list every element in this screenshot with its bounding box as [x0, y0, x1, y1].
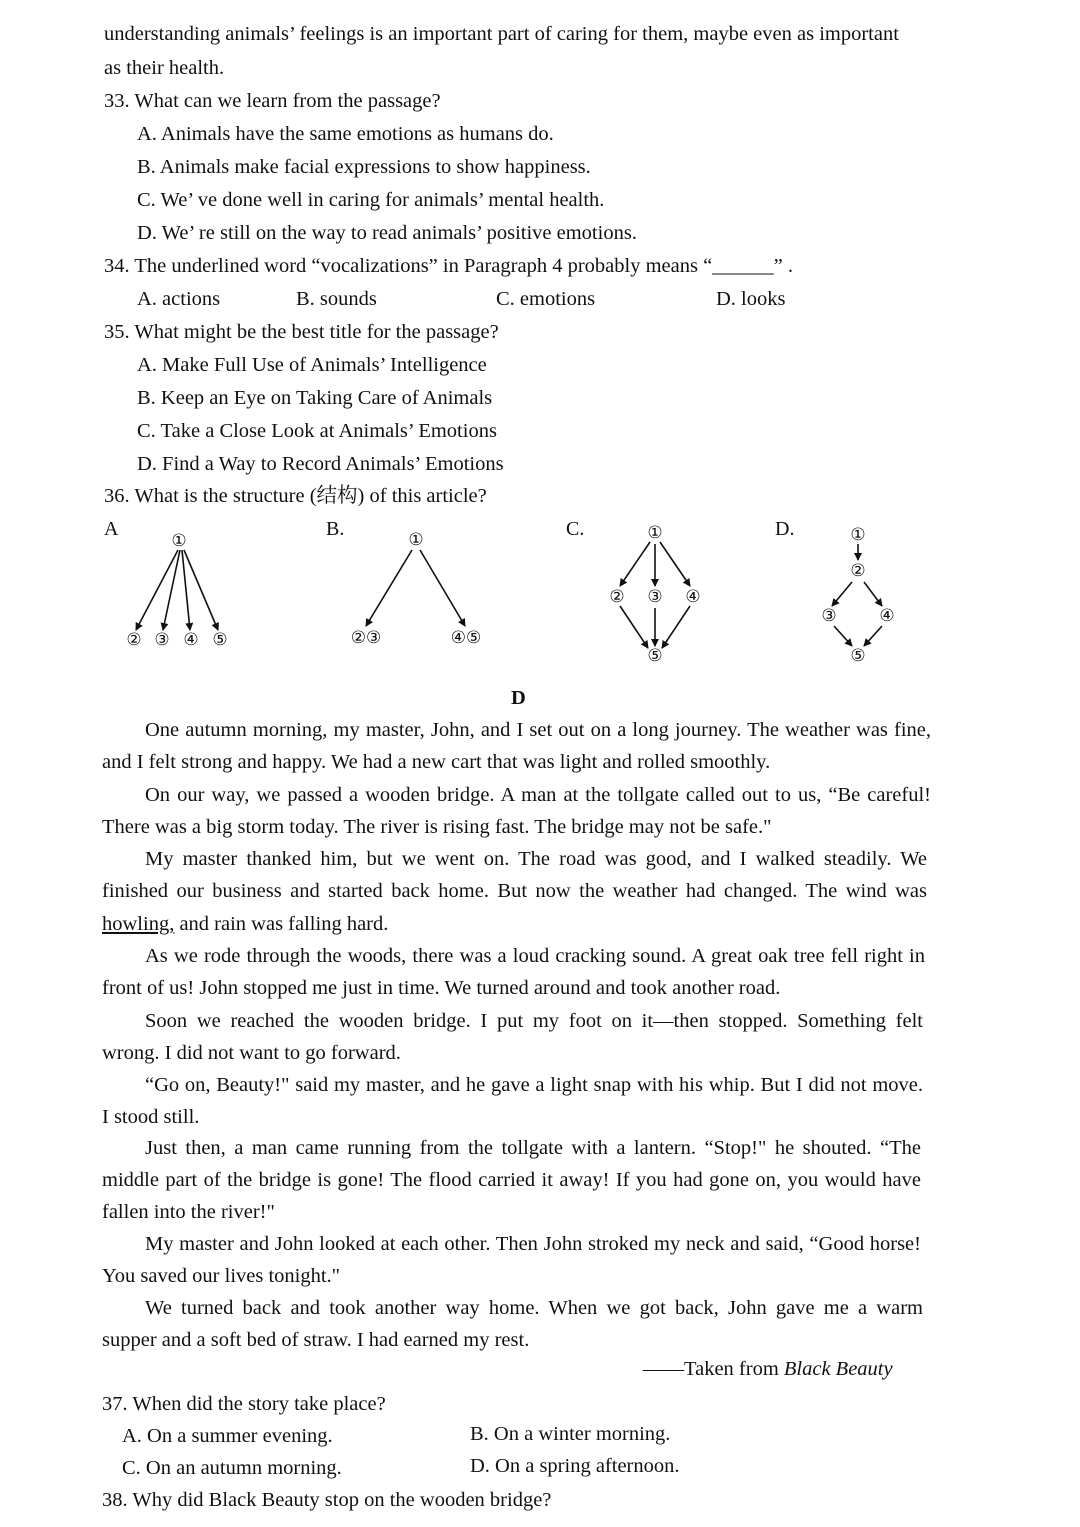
- question-stem: 37. When did the story take place?: [102, 1393, 386, 1415]
- node: ⑤: [647, 646, 663, 666]
- question-stem: 35. What might be the best title for the passage?: [104, 321, 499, 343]
- diagram-label-a: A: [104, 518, 119, 540]
- arrow: [620, 606, 648, 648]
- node: ②: [126, 630, 142, 650]
- arrow: [864, 582, 882, 606]
- node: ②③: [350, 628, 382, 648]
- paragraph-line: and I felt strong and happy. We had a new cart that was light and rolled smoothly.: [102, 751, 771, 773]
- paragraph-line: front of us! John stopped me just in time. We turned around and took another road.: [102, 977, 781, 999]
- paragraph-line: As we rode through the woods, there was a loud cracking sound. A great oak tree fell right in: [145, 945, 925, 967]
- diagram-label-b: B.: [326, 518, 345, 540]
- section-heading: D: [511, 687, 526, 709]
- option: B. On a winter morning.: [470, 1423, 671, 1445]
- paragraph-line: One autumn morning, my master, John, and I set out on a long journey. The weather was fine,: [145, 719, 931, 741]
- paragraph-line: “Go on, Beauty!" said my master, and he gave a light snap with his whip. But I did not move.: [145, 1074, 923, 1096]
- node: ⑤: [850, 646, 866, 666]
- node: ①: [171, 531, 187, 551]
- question-stem: 34. The underlined word “vocalizations” in Paragraph 4 probably means “______” .: [104, 255, 794, 277]
- structure-diagrams: [0, 520, 1080, 680]
- node: ①: [850, 525, 866, 545]
- paragraph-line: wrong. I did not want to go forward.: [102, 1042, 401, 1064]
- node: ④: [685, 587, 701, 607]
- arrow: [864, 626, 882, 646]
- paragraph-line: There was a big storm today. The river is rising fast. The bridge may not be safe.": [102, 816, 772, 838]
- option: D. We’ re still on the way to read animals’ positive emotions.: [137, 222, 637, 244]
- option: C. We’ ve done well in caring for animals’ mental health.: [137, 189, 605, 211]
- paragraph-line: On our way, we passed a wooden bridge. A man at the tollgate called out to us, “Be careful!: [145, 784, 931, 806]
- option: D. On a spring afternoon.: [470, 1455, 680, 1477]
- option: B. Keep an Eye on Taking Care of Animals: [137, 387, 493, 409]
- paragraph-line: My master thanked him, but we went on. The road was good, and I walked steadily. We: [145, 848, 927, 870]
- arrow: [660, 542, 690, 586]
- question-stem: 36. What is the structure (结构) of this article?: [104, 485, 487, 507]
- node: ③: [821, 606, 837, 626]
- diagram-label-d: D.: [775, 518, 795, 540]
- arrow: [662, 606, 690, 648]
- paragraph-line: supper and a soft bed of straw. I had earned my rest.: [102, 1329, 530, 1351]
- underlined-word: howling,: [102, 913, 175, 935]
- option: B. sounds: [296, 288, 377, 310]
- diagram-label-c: C.: [566, 518, 585, 540]
- option: D. Find a Way to Record Animals’ Emotions: [137, 453, 504, 475]
- node: ①: [647, 523, 663, 543]
- option: C. Take a Close Look at Animals’ Emotions: [137, 420, 497, 442]
- paragraph-line: howling, and rain was falling hard.: [102, 913, 389, 935]
- question-stem: 33. What can we learn from the passage?: [104, 90, 441, 112]
- option: D. looks: [716, 288, 786, 310]
- arrow: [620, 542, 650, 586]
- paragraph-line: I stood still.: [102, 1106, 200, 1128]
- option: A. actions: [137, 288, 221, 310]
- option: B. Animals make facial expressions to show happiness.: [137, 156, 591, 178]
- node: ④: [879, 606, 895, 626]
- paragraph-line: middle part of the bridge is gone! The flood carried it away! If you had gone on, you would have: [102, 1169, 921, 1191]
- node: ②: [850, 561, 866, 581]
- paragraph-line: finished our business and started back home. But now the weather had changed. The wind was: [102, 880, 927, 902]
- option: A. On a summer evening.: [122, 1425, 333, 1447]
- question-stem: 38. Why did Black Beauty stop on the wooden bridge?: [102, 1489, 552, 1511]
- paragraph-line: Just then, a man came running from the tollgate with a lantern. “Stop!" he shouted. “The: [145, 1137, 921, 1159]
- paragraph-line: We turned back and took another way home. When we got back, John gave me a warm: [145, 1297, 923, 1319]
- node: ④: [183, 630, 199, 650]
- arrow: [832, 582, 852, 606]
- node: ①: [408, 530, 424, 550]
- node: ③: [154, 630, 170, 650]
- intro-line: understanding animals’ feelings is an important part of caring for them, maybe even as important: [104, 23, 899, 45]
- paragraph-line: fallen into the river!": [102, 1201, 275, 1223]
- arrow: [366, 550, 412, 626]
- source-attribution: ——Taken from Black Beauty: [643, 1358, 893, 1380]
- node: ⑤: [212, 630, 228, 650]
- node: ④⑤: [450, 628, 482, 648]
- paragraph-line: My master and John looked at each other. Then John stroked my neck and said, “Good horse!: [145, 1233, 921, 1255]
- book-title: Black Beauty: [783, 1358, 893, 1380]
- option: C. emotions: [496, 288, 596, 310]
- option: C. On an autumn morning.: [122, 1457, 342, 1479]
- node: ②: [609, 587, 625, 607]
- intro-line: as their health.: [104, 57, 225, 79]
- arrow: [834, 626, 852, 646]
- paragraph-line: You saved our lives tonight.": [102, 1265, 341, 1287]
- node: ③: [647, 587, 663, 607]
- paragraph-line: Soon we reached the wooden bridge. I put my foot on it—then stopped. Something felt: [145, 1010, 923, 1032]
- arrow: [420, 550, 465, 626]
- option: A. Make Full Use of Animals’ Intelligence: [137, 354, 487, 376]
- option: A. Animals have the same emotions as humans do.: [137, 123, 554, 145]
